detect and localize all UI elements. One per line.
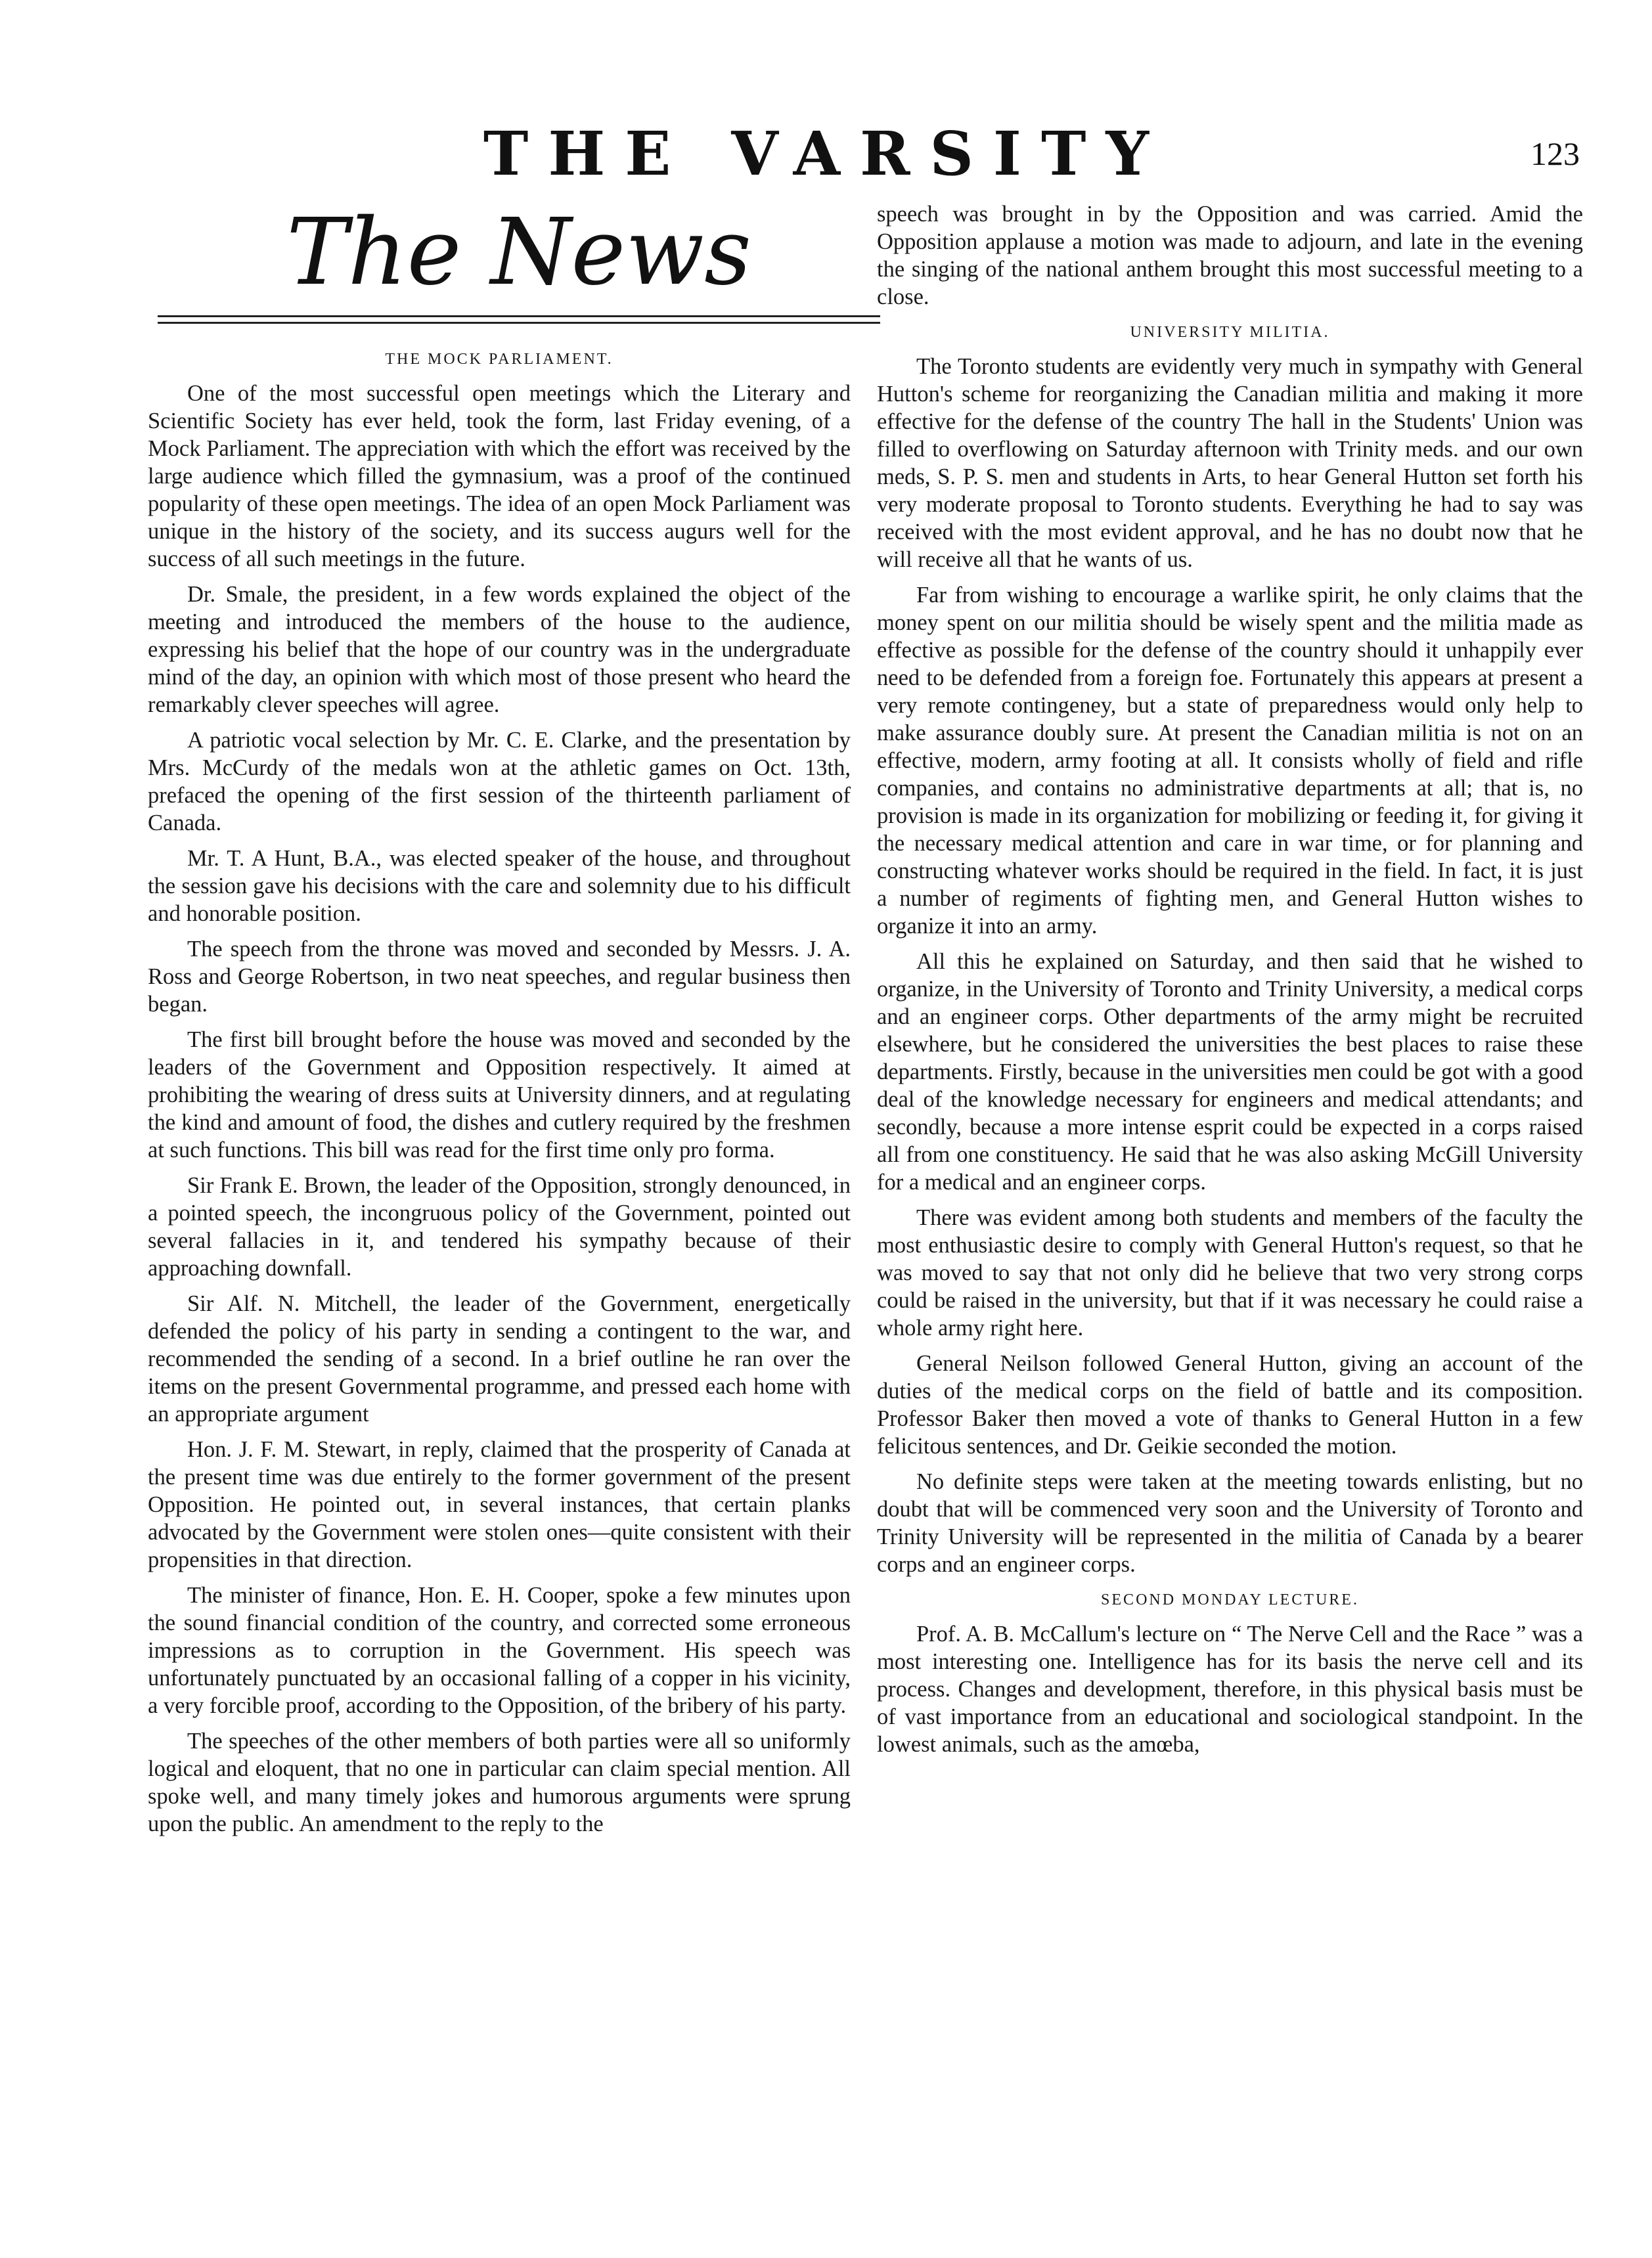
article-paragraph: A patriotic vocal selection by Mr. C. E. Clarke, and the presentation by Mrs. McCurdy of the medals won at the athletic games on Oct. 13th, prefaced the opening of the first session of the thirteenth parliament of Canada.	[148, 728, 851, 835]
article-paragraph: The speeches of the other members of both parties were all so uniformly logical and eloquent, that no one in particular can claim special mention. All spoke well, and many timely jokes and humorous arguments were sprung upon the public. An amendment to the reply to the	[148, 1729, 851, 1836]
university-militia-heading: UNIVERSITY MILITIA.	[1130, 324, 1330, 341]
title-rule-bottom	[158, 322, 880, 324]
article-paragraph: The first bill brought before the house was moved and seconded by the leaders of the Government and Opposition respectively. It aimed at prohibiting the wearing of dress suits at University dinners, and at regulating the kind and amount of food, the dishes and cutlery required by the freshmen at such functions. This bill was read for the first time only pro forma.	[148, 1027, 851, 1162]
article-paragraph: Far from wishing to encourage a warlike spirit, he only claims that the money spent on our militia should be wisely spent and the militia made as effective as possible for the defense of the country should it unhappily ever need to be defended from a foreign foe. Fortunately this appears at present a very remote contingeney, but a state of preparedness would only help to make assurance doubly sure. At present the Canadian militia is not on an effective, modern, army footing at all. It consists wholly of field and rifle companies, and contains no administrative departments at all; that is, no provision is made in its organization for mobilizing or feeding it, for giving it the necessary medical attention and care in war time, or for planning and constructing whatever works should be required in the field. In fact, it is just a number of regiments of fighting men, and General Hutton wishes to organize it into an army.	[877, 583, 1583, 939]
article-paragraph: All this he explained on Saturday, and then said that he wished to organize, in the University of Toronto and Trinity University, a medical corps and an engineer corps. Other departments of the army might be recruited elsewhere, but he considered the universities the best places to raise these departments. Firstly, because in the universities men could be got with a good deal of the knowledge necessary for engineers and medical attendants; and secondly, because a more intense esprit could be expected in a corps raised all from one constituency. He said that he was also asking McGill University for a medical and an engineer corps.	[877, 949, 1583, 1195]
article-paragraph: The minister of finance, Hon. E. H. Cooper, spoke a few minutes upon the sound financial condition of the country, and corrected some erroneous impressions as to corruption in the Government. His speech was unfortunately punctuated by an occasional falling of a copper in his vicinity, a very forcible proof, according to the Opposition, of the bribery of his party.	[148, 1583, 851, 1718]
page-number: 123	[1530, 135, 1580, 172]
article-continuation: speech was brought in by the Opposition and was carried. Amid the Opposition applause a motion was made to adjourn, and late in the evening the singing of the national anthem brought this most successful meeting to a close.	[877, 202, 1583, 309]
article-paragraph: One of the most successful open meetings which the Literary and Scientific Society has ever held, took the form, last Friday evening, of a Mock Parliament. The appreciation with which the effort was received by the large audience which filled the gymnasium, was a proof of the continued popularity of these open meetings. The idea of an open Mock Parliament was unique in the history of the society, and its success augurs well for the success of all such meetings in the future.	[148, 381, 851, 571]
article-paragraph: General Neilson followed General Hutton, giving an account of the duties of the medical corps on the field of battle and its composition. Professor Baker then moved a vote of thanks to General Hutton in a few felicitous sentences, and Dr. Geikie seconded the motion.	[877, 1351, 1583, 1459]
title-rule-top	[158, 315, 880, 317]
article-paragraph: Mr. T. A Hunt, B.A., was elected speaker of the house, and throughout the session gave his decisions with the care and solemnity due to his difficult and honorable position.	[148, 846, 851, 926]
article-paragraph: Sir Frank E. Brown, the leader of the Opposition, strongly denounced, in a pointed speech, the incongruous policy of the Government, pointed out several fallacies in it, and tendered his sympathy because of their approaching downfall.	[148, 1173, 851, 1281]
section-title: The News	[286, 199, 751, 306]
article-paragraph: Hon. J. F. M. Stewart, in reply, claimed that the prosperity of Canada at the present time was due entirely to the former government of the present Opposition. He pointed out, in several instances, that certain planks advocated by the Government were stolen ones—quite consistent with their propensities in that direction.	[148, 1437, 851, 1572]
right-column	[877, 200, 1583, 1766]
mock-parliament-heading: THE MOCK PARLIAMENT.	[385, 351, 614, 368]
article-paragraph: The Toronto students are evidently very much in sympathy with General Hutton's scheme for reorganizing the Canadian militia and making it more effective for the defense of the country The hall in the Students' Union was filled to overflowing on Saturday afternoon with Trinity meds. and our own meds, S. P. S. men and students in Arts, to hear General Hutton set forth his very moderate proposal to Toronto students. Everything he had to say was received with the most evident approval, and he has no doubt now that he will receive all that he wants of us.	[877, 354, 1583, 572]
second-monday-lecture-heading: SECOND MONDAY LECTURE.	[1101, 1591, 1359, 1608]
left-column	[148, 342, 851, 1846]
article-paragraph: There was evident among both students and members of the faculty the most enthusiastic desire to comply with General Hutton's request, so that he was moved to say that not only did he believe that two very strong corps could be raised in the university, but that if it was necessary he could raise a whole army right here.	[877, 1205, 1583, 1340]
article-paragraph: Dr. Smale, the president, in a few words explained the object of the meeting and introduced the members of the house to the audience, expressing his belief that the hope of our country was in the undergraduate mind of the day, an opinion with which most of those present who heard the remarkably clever speeches will agree.	[148, 582, 851, 717]
masthead: THE VARSITY	[483, 118, 1169, 189]
article-paragraph: Sir Alf. N. Mitchell, the leader of the Government, energetically defended the policy of his party in sending a contingent to the war, and recommended the sending of a second. In a brief outline he ran over the items on the present Governmental programme, and pressed each home with an appropriate argument	[148, 1291, 851, 1427]
article-paragraph: No definite steps were taken at the meeting towards enlisting, but no doubt that will be commenced very soon and the University of Toronto and Trinity University will be represented in the militia of Canada by a bearer corps and an engineer corps.	[877, 1469, 1583, 1577]
article-paragraph: Prof. A. B. McCallum's lecture on “ The Nerve Cell and the Race ” was a most interesting one. Intelligence has for its basis the nerve cell and its process. Changes and development, therefore, in this physical basis must be of vast importance from an educational and sociological standpoint. In the lowest animals, such as the amœba,	[877, 1622, 1583, 1757]
article-paragraph: The speech from the throne was moved and seconded by Messrs. J. A. Ross and George Robertson, in two neat speeches, and regular business then began.	[148, 937, 851, 1017]
